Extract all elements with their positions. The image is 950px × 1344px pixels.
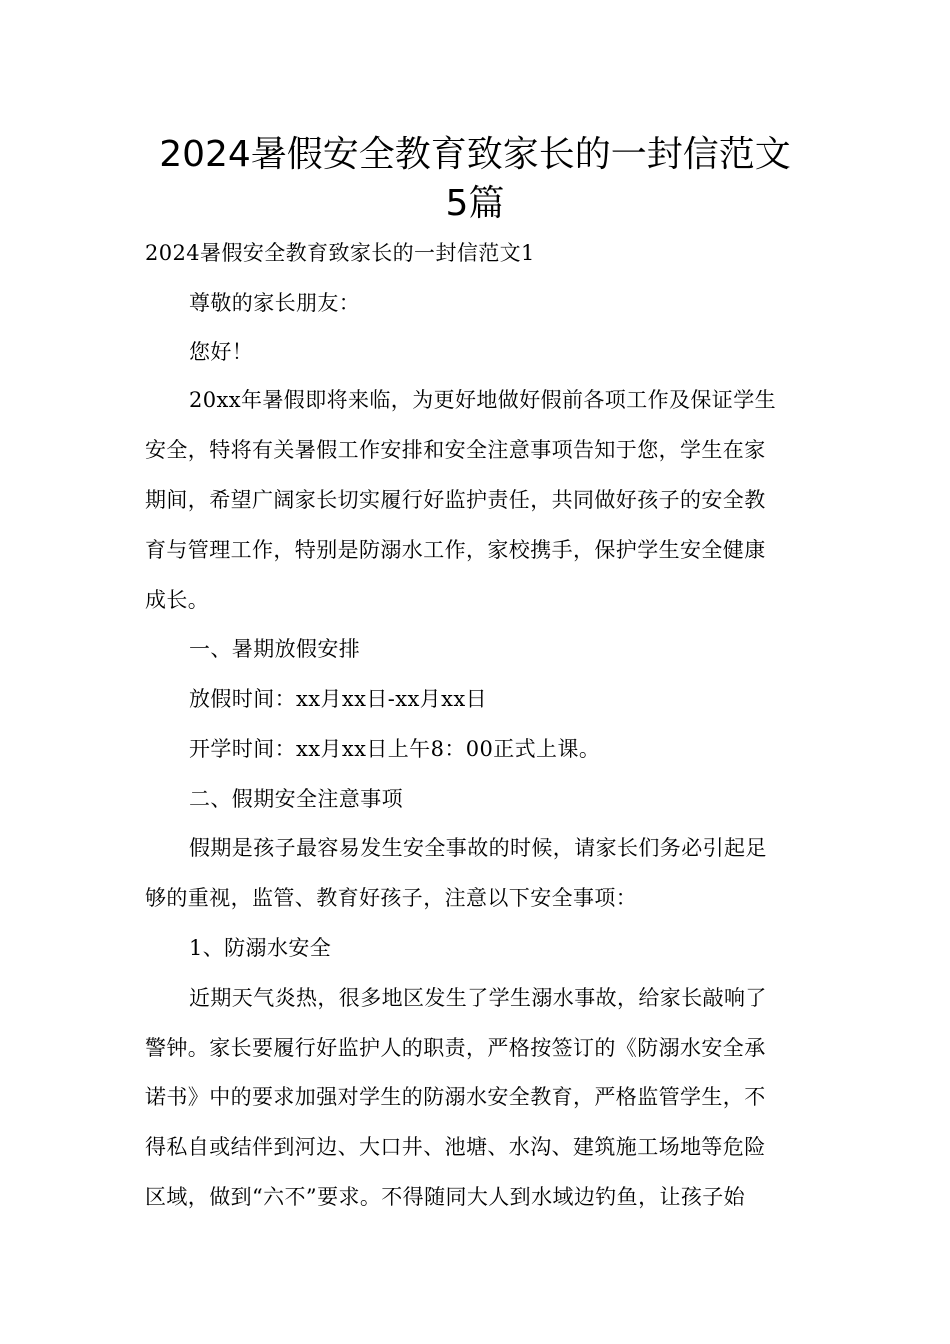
- paragraph-line: 期间，希望广阔家长切实履行好监护责任，共同做好孩子的安全教: [145, 488, 766, 512]
- section-heading: 1、防溺水安全: [189, 936, 332, 960]
- section-heading: 二、假期安全注意事项: [189, 787, 403, 811]
- document-title-line-2: 5篇: [445, 183, 505, 224]
- paragraph-line: 警钟。家长要履行好监护人的职责，严格按签订的《防溺水安全承: [145, 1036, 766, 1060]
- paragraph-line: 育与管理工作，特别是防溺水工作，家校携手，保护学生安全健康: [145, 538, 766, 562]
- paragraph-line: 诺书》中的要求加强对学生的防溺水安全教育，严格监管学生，不: [145, 1085, 766, 1109]
- paragraph-line: 20xx年暑假即将来临，为更好地做好假前各项工作及保证学生: [189, 388, 777, 412]
- paragraph-line: 放假时间：xx月xx日-xx月xx日: [189, 687, 488, 711]
- paragraph-line: 够的重视，监管、教育好孩子，注意以下安全事项：: [145, 886, 638, 910]
- document-subtitle: 2024暑假安全教育致家长的一封信范文1: [145, 241, 535, 265]
- section-heading: 一、暑期放假安排: [189, 637, 361, 661]
- document-title-line-1: 2024暑假安全教育致家长的一封信范文: [159, 134, 791, 175]
- paragraph-line: 近期天气炎热，很多地区发生了学生溺水事故，给家长敲响了: [189, 986, 767, 1010]
- paragraph-line: 假期是孩子最容易发生安全事故的时候，请家长们务必引起足: [189, 836, 767, 860]
- paragraph-line: 区域，做到“六不”要求。不得随同大人到水域边钓鱼，让孩子始: [145, 1185, 746, 1209]
- paragraph-line: 尊敬的家长朋友：: [189, 291, 361, 315]
- paragraph-line: 开学时间：xx月xx日上午8：00正式上课。: [189, 737, 601, 761]
- paragraph-line: 得私自或结伴到河边、大口井、池塘、水沟、建筑施工场地等危险: [145, 1135, 766, 1159]
- paragraph-line: 成长。: [145, 588, 210, 612]
- paragraph-line: 您好！: [189, 340, 254, 364]
- paragraph-line: 安全，特将有关暑假工作安排和安全注意事项告知于您，学生在家: [145, 438, 766, 462]
